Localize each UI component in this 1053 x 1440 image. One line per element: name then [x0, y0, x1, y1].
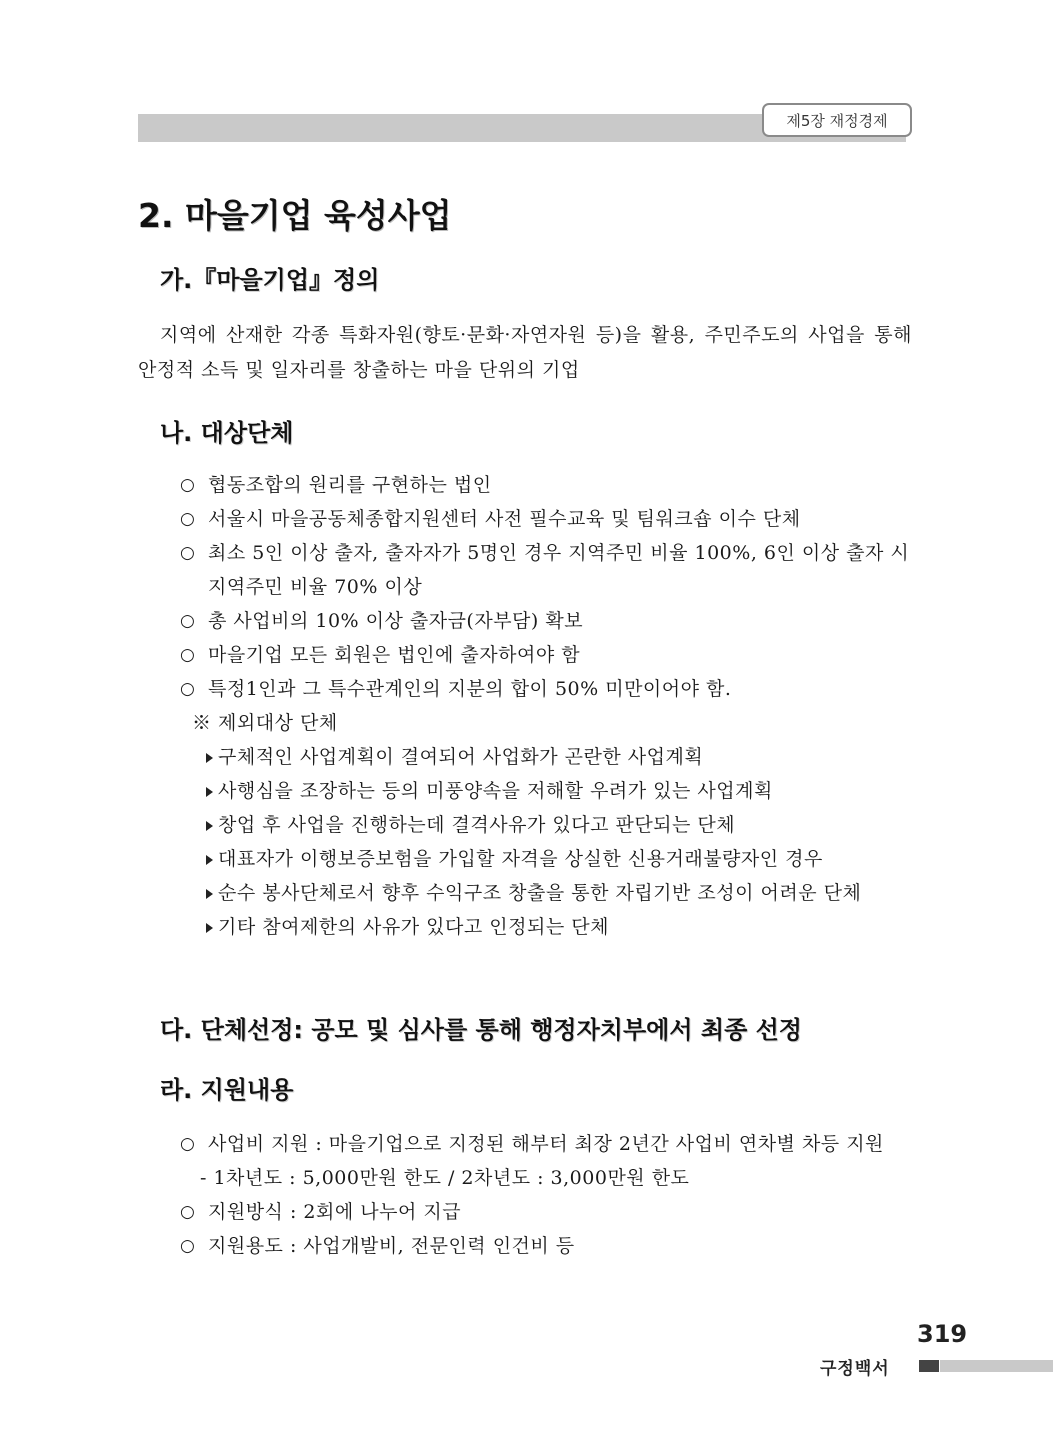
section-heading-targets: 나. 대상단체: [160, 419, 294, 447]
page-number: 319: [917, 1320, 968, 1348]
targets-list: [180, 468, 914, 944]
footer-bar-dark: [919, 1360, 939, 1372]
list-item: ○ 마을기업 모든 회원은 법인에 출자하여야 함: [180, 638, 914, 672]
exclusion-note: ※ 제외대상 단체: [192, 712, 338, 734]
support-list: [180, 1127, 914, 1263]
exclusion-item: 사행심을 조장하는 등의 미풍양속을 저해할 우려가 있는 사업계획: [180, 774, 914, 808]
list-item: ○ 지원용도 : 사업개발비, 전문인력 인건비 등: [180, 1229, 914, 1263]
exclusion-item: 순수 봉사단체로서 향후 수익구조 창출을 통한 자립기반 조성이 어려운 단체: [180, 876, 914, 910]
list-item: ○ 특정1인과 그 특수관계인의 지분의 합이 50% 미만이어야 함.: [180, 672, 914, 706]
section-heading-definition: 가.『마을기업』정의: [160, 266, 380, 294]
chapter-tab: 제5장 재정경제: [762, 103, 912, 137]
exclusion-item: 구체적인 사업계획이 결여되어 사업화가 곤란한 사업계획: [180, 740, 914, 774]
exclusion-item: 기타 참여제한의 사유가 있다고 인정되는 단체: [180, 910, 914, 944]
book-title: 구정백서: [820, 1359, 890, 1379]
list-item-detail: - 1차년도 : 5,000만원 한도 / 2차년도 : 3,000만원 한도: [200, 1167, 690, 1189]
footer-bar-light: [940, 1360, 1053, 1372]
page-title: 2. 마을기업 육성사업: [138, 196, 452, 235]
exclusion-item: 창업 후 사업을 진행하는데 결격사유가 있다고 판단되는 단체: [180, 808, 914, 842]
section-heading-support: 라. 지원내용: [160, 1076, 294, 1104]
list-item: ○ 사업비 지원 : 마을기업으로 지정된 해부터 최장 2년간 사업비 연차별 차등 지원: [180, 1127, 914, 1161]
list-item: ○ 최소 5인 이상 출자, 출자자가 5명인 경우 지역주민 비율 100%, 6인 이상 출자 시 지역주민 비율 70% 이상: [180, 536, 914, 604]
list-item: ○ 총 사업비의 10% 이상 출자금(자부담) 확보: [180, 604, 914, 638]
list-item: ○ 협동조합의 원리를 구현하는 법인: [180, 468, 914, 502]
list-item: ○ 서울시 마을공동체종합지원센터 사전 필수교육 및 팀워크숍 이수 단체: [180, 502, 914, 536]
definition-paragraph: 지역에 산재한 각종 특화자원(향토·문화·자연자원 등)을 활용, 주민주도의 사업을 통해 안정적 소득 및 일자리를 창출하는 마을 단위의 기업: [138, 324, 912, 381]
list-item: ○ 지원방식 : 2회에 나누어 지급: [180, 1195, 914, 1229]
section-heading-selection: 다. 단체선정: 공모 및 심사를 통해 행정자치부에서 최종 선정: [160, 1016, 802, 1044]
exclusion-item: 대표자가 이행보증보험을 가입할 자격을 상실한 신용거래불량자인 경우: [180, 842, 914, 876]
